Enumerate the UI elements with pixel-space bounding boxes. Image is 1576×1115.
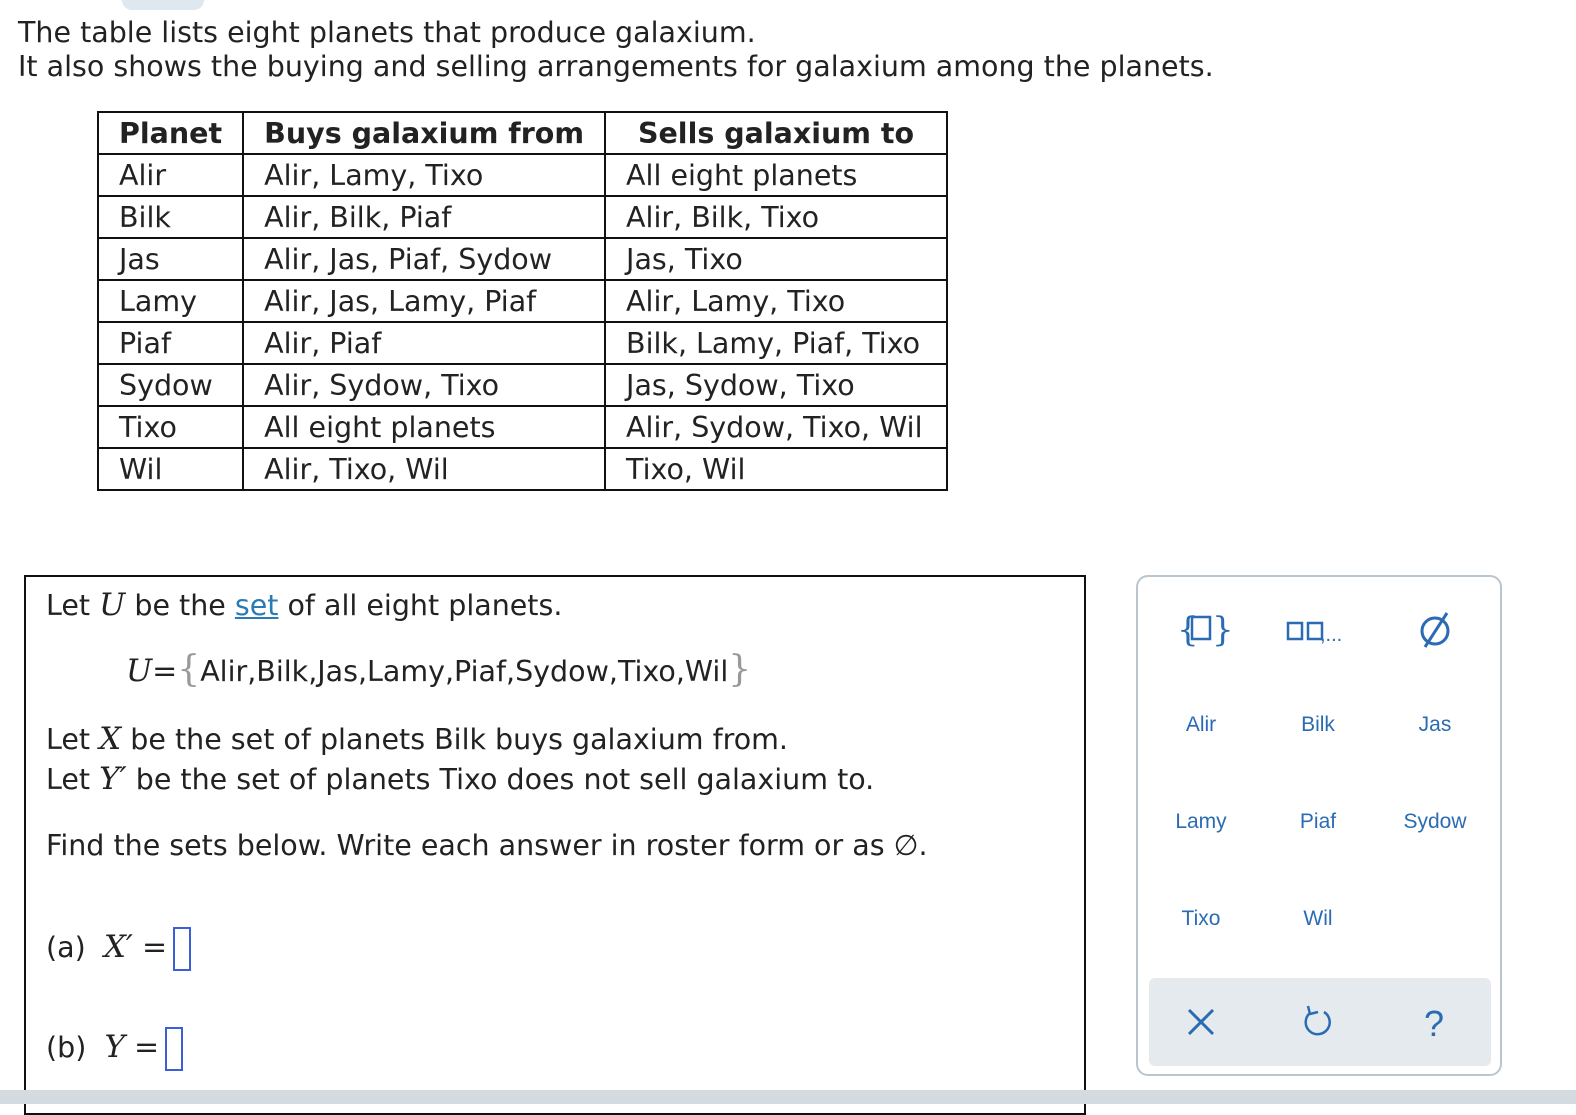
table-header-row <box>98 112 947 154</box>
planet-cell: Jas <box>98 238 243 280</box>
keypad-label: Lamy <box>1175 810 1227 833</box>
sells-cell: Jas, Sydow, Tixo <box>605 364 947 406</box>
clear-x-icon <box>1181 1000 1221 1044</box>
keypad-label: Jas <box>1418 713 1452 736</box>
let-text: Let <box>46 763 100 796</box>
empty-set-icon <box>1410 607 1460 651</box>
intro-line-2: It also shows the buying and selling arrangements for galaxium among the planets. <box>18 50 1214 83</box>
buys-cell: Alir, Sydow, Tixo <box>243 364 605 406</box>
column-header-buys: Buys galaxium from <box>243 112 605 154</box>
keypad-piaf-button[interactable] <box>1263 810 1373 834</box>
help-icon <box>1415 1000 1455 1044</box>
sells-cell: Tixo, Wil <box>605 448 947 490</box>
sells-cell: Alir, Bilk, Tixo <box>605 196 947 238</box>
keypad-action-bar <box>1149 978 1491 1066</box>
keypad-label: Bilk <box>1301 713 1335 736</box>
sells-cell: All eight planets <box>605 154 947 196</box>
keypad-label: Wil <box>1303 907 1333 930</box>
help-symbol: ? <box>1424 1003 1445 1044</box>
var-x-prime: X′ <box>103 929 133 965</box>
buys-cell: Alir, Lamy, Tixo <box>243 154 605 196</box>
problem-panel <box>24 575 1086 1115</box>
top-tab <box>122 0 204 10</box>
table-row <box>98 364 947 406</box>
keypad-sydow-button[interactable] <box>1380 810 1490 834</box>
buys-cell: Alir, Piaf <box>243 322 605 364</box>
keypad-label: Tixo <box>1181 907 1221 930</box>
keypad-label: Alir <box>1185 713 1217 736</box>
planet-cell: Sydow <box>98 364 243 406</box>
planet-table <box>97 111 948 491</box>
column-header-sells: Sells galaxium to <box>605 112 947 154</box>
planet-cell: Alir <box>98 154 243 196</box>
list-button[interactable] <box>1263 607 1373 656</box>
undo-button[interactable] <box>1263 1000 1373 1049</box>
intro-line-1: The table lists eight planets that produce galaxium. <box>18 16 756 49</box>
table-row <box>98 238 947 280</box>
planet-cell: Bilk <box>98 196 243 238</box>
column-header-planet: Planet <box>98 112 243 154</box>
text-segment: be the set of planets Tixo does not sell galaxium to. <box>126 763 875 796</box>
keypad-panel <box>1136 575 1502 1076</box>
set-braces-icon <box>1176 607 1234 651</box>
list-boxes-icon <box>1268 607 1368 651</box>
intro-text <box>18 16 1214 84</box>
text-segment: be the <box>125 589 235 622</box>
clear-button[interactable] <box>1146 1000 1256 1049</box>
set-braces-button[interactable] <box>1146 607 1256 656</box>
keypad-jas-button[interactable] <box>1380 713 1490 737</box>
table-row <box>98 406 947 448</box>
equals-sign: = <box>142 930 168 965</box>
part-b-label: (b) <box>46 1031 87 1064</box>
keypad-bilk-button[interactable] <box>1263 713 1373 737</box>
planet-cell: Piaf <box>98 322 243 364</box>
sells-cell: Bilk, Lamy, Piaf, Tixo <box>605 322 947 364</box>
table-row <box>98 280 947 322</box>
table-row <box>98 154 947 196</box>
buys-cell: Alir, Jas, Piaf, Sydow <box>243 238 605 280</box>
part-b <box>46 1027 183 1071</box>
empty-set-button[interactable] <box>1380 607 1490 656</box>
list-label: ,... <box>1320 624 1343 646</box>
answer-a-input[interactable] <box>173 927 191 971</box>
let-text: Let <box>46 589 100 622</box>
var-y-prime: Y′ <box>99 761 127 797</box>
text-segment: of all eight planets. <box>278 589 563 622</box>
left-brace-icon: { <box>177 649 201 690</box>
keypad-label: Sydow <box>1403 810 1467 833</box>
sells-cell: Alir, Sydow, Tixo, Wil <box>605 406 947 448</box>
universe-statement <box>46 587 562 623</box>
answer-b-input[interactable] <box>165 1027 183 1071</box>
x-definition <box>46 721 788 757</box>
var-x: X <box>99 721 122 757</box>
equals-sign: = <box>134 1030 160 1065</box>
keypad-wil-button[interactable] <box>1263 907 1373 931</box>
var-u: U <box>99 587 126 623</box>
help-button[interactable] <box>1380 1000 1490 1049</box>
instructions: Find the sets below. Write each answer in roster form or as ∅. <box>46 829 928 862</box>
buys-cell: Alir, Bilk, Piaf <box>243 196 605 238</box>
table-row <box>98 196 947 238</box>
undo-icon <box>1298 1000 1338 1044</box>
part-a <box>46 927 191 971</box>
sells-cell: Jas, Tixo <box>605 238 947 280</box>
svg-text:}: } <box>1212 610 1234 650</box>
keypad-label: Piaf <box>1299 810 1337 833</box>
keypad-alir-button[interactable] <box>1146 713 1256 737</box>
text-segment: be the set of planets Bilk buys galaxium from. <box>121 723 788 756</box>
buys-cell: Alir, Jas, Lamy, Piaf <box>243 280 605 322</box>
right-brace-icon: } <box>728 649 752 690</box>
buys-cell: All eight planets <box>243 406 605 448</box>
universe-equation <box>126 649 751 690</box>
svg-text:{: { <box>1177 610 1199 650</box>
let-text: Let <box>46 723 100 756</box>
table-row <box>98 448 947 490</box>
equals-sign: = <box>152 654 178 689</box>
planet-cell: Wil <box>98 448 243 490</box>
var-y: Y <box>104 1029 125 1065</box>
bottom-scrollbar[interactable] <box>0 1090 1576 1104</box>
planet-cell: Lamy <box>98 280 243 322</box>
keypad-tixo-button[interactable] <box>1146 907 1256 931</box>
y-prime-definition <box>46 761 874 797</box>
sells-cell: Alir, Lamy, Tixo <box>605 280 947 322</box>
table-row <box>98 322 947 364</box>
buys-cell: Alir, Tixo, Wil <box>243 448 605 490</box>
universe-roster: Alir,Bilk,Jas,Lamy,Piaf,Sydow,Tixo,Wil <box>200 655 729 688</box>
keypad-lamy-button[interactable] <box>1146 810 1256 834</box>
part-a-label: (a) <box>46 931 86 964</box>
planet-cell: Tixo <box>98 406 243 448</box>
var-u: U <box>126 653 153 689</box>
set-definition-link[interactable]: set <box>234 589 279 622</box>
